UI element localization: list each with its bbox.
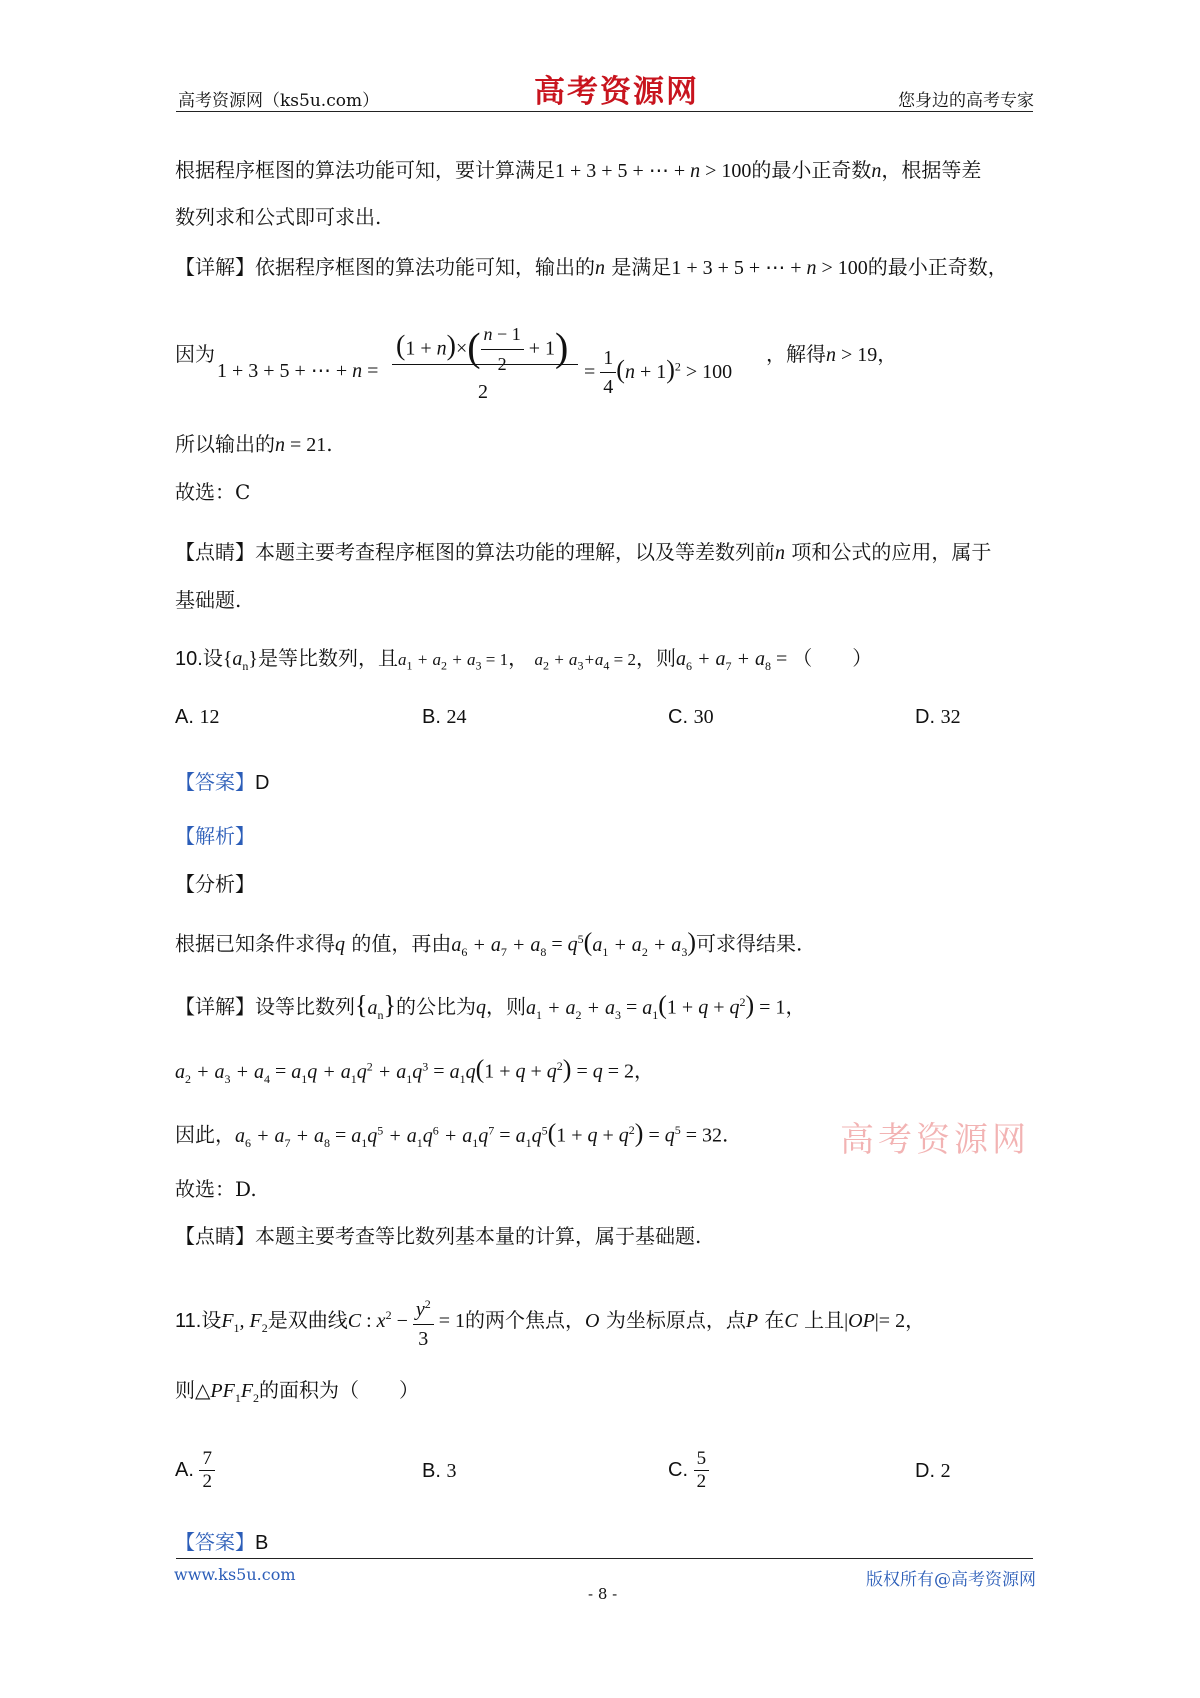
q11-option-b: B. 3: [422, 1460, 457, 1482]
q11-option-a: A. $\frac{7}{2}$: [175, 1448, 215, 1493]
q9-comment-line1: 【点睛】本题主要考查程序框图的算法功能的理解，以及等差数列前n 项和公式的应用，属于: [175, 540, 992, 564]
q9-choice: 故选：C: [175, 480, 251, 504]
q10-option-c: C. 30: [668, 706, 714, 728]
q9-sum-rhs: = $\frac{1}{4}$ $(n + 1)^2 > 100$: [584, 344, 732, 401]
footer-copyright: 版权所有@高考资源网: [866, 1570, 1036, 1590]
q9-comment-line2: 基础题.: [175, 588, 242, 612]
q11-stem-line2: 则$\triangle PF_1F_2$的面积为（ ）: [175, 1378, 420, 1405]
q10-fenxi-label: 【分析】: [175, 872, 255, 896]
q9-analysis-line2: 数列求和公式即可求出.: [175, 205, 382, 229]
q10-analysis-label: 【解析】: [175, 824, 255, 848]
q10-answer: 【答案】D: [175, 770, 270, 794]
watermark-stamp: 高考资源网: [840, 1120, 1030, 1160]
footer-site-link[interactable]: www.ks5u.com: [174, 1565, 296, 1584]
q10-detail-line2: $a_2 + a_3 + a_4 = a_1q + a_1q^2 + a_1q^3 = a_1q(1 + q + q^2) = q = 2$，: [175, 1054, 655, 1086]
footer-divider: [176, 1558, 1033, 1559]
q9-fraction-numerator: (1 + n)×( $\frac{n - 1}{2}$ + 1): [396, 320, 568, 378]
q11-option-d: D. 2: [915, 1460, 951, 1482]
q10-option-b: B. 24: [422, 706, 467, 728]
q11-option-c: C. $\frac{5}{2}$: [668, 1448, 709, 1493]
q10-detail-line1: 【详解】设等比数列$\{a_n\}$的公比为q，则$a_1 + a_2 + a_3 = a_1(1 + q + q^2) = 1$，: [175, 990, 806, 1022]
q10-detail-line3: 因此，$a_6 + a_7 + a_8 = a_1q^5 + a_1q^6 + a_1q^7 = a_1q^5(1 + q + q^2) = q^5 = 32$.: [175, 1118, 729, 1150]
q10-comment: 【点睛】本题主要考查等比数列基本量的计算，属于基础题.: [175, 1224, 702, 1248]
q10-fenxi-line: 根据已知条件求得q 的值，再由$a_6 + a_7 + a_8 = q^5(a_1 + a_2 + a_3)$可求得结果.: [175, 927, 803, 959]
header-divider: [176, 111, 1033, 112]
header-logo: 高考资源网: [534, 74, 699, 110]
q9-fraction-denominator: 2: [478, 381, 488, 403]
q9-analysis-line1: 根据程序框图的算法功能可知，要计算满足1 + 3 + 5 + ⋯ + n > 100的最小正奇数n，根据等差: [175, 158, 982, 182]
q9-solve-result: ，解得n > 19，: [766, 342, 898, 366]
q9-fraction-bar: [392, 364, 578, 365]
q11-stem-line1: 11.设$F_1$, $F_2$是双曲线C : $x^2$ − $\frac{y^2}{3}$ = 1的两个焦点，O 为坐标原点，点P 在C 上且|OP|= 2，: [175, 1290, 925, 1353]
q9-detail-line: 【详解】依据程序框图的算法功能可知，输出的n 是满足1 + 3 + 5 + ⋯ + n > 100的最小正奇数，: [175, 255, 1008, 279]
q9-because-label: 因为: [175, 342, 215, 366]
q10-option-d: D. 32: [915, 706, 961, 728]
q9-output-line: 所以输出的n = 21.: [175, 432, 333, 456]
q11-answer: 【答案】B: [175, 1530, 269, 1554]
q10-option-a: A. 12: [175, 706, 220, 728]
q9-sum-lhs: 1 + 3 + 5 + ⋯ + n =: [217, 360, 379, 382]
header-site-name: 高考资源网（ks5u.com）: [178, 91, 380, 111]
q10-stem: 10.设$\{a_n\}$是等比数列，且$a_1 + a_2 + a_3 = 1$， $a_2 + a_3+a_4 = 2$，则$a_6 + a_7 + a_8$ = （ ）: [175, 646, 873, 673]
q10-choice: 故选：D.: [175, 1177, 257, 1201]
header-slogan: 您身边的高考专家: [898, 91, 1034, 111]
footer-page-number: - 8 -: [588, 1585, 618, 1603]
